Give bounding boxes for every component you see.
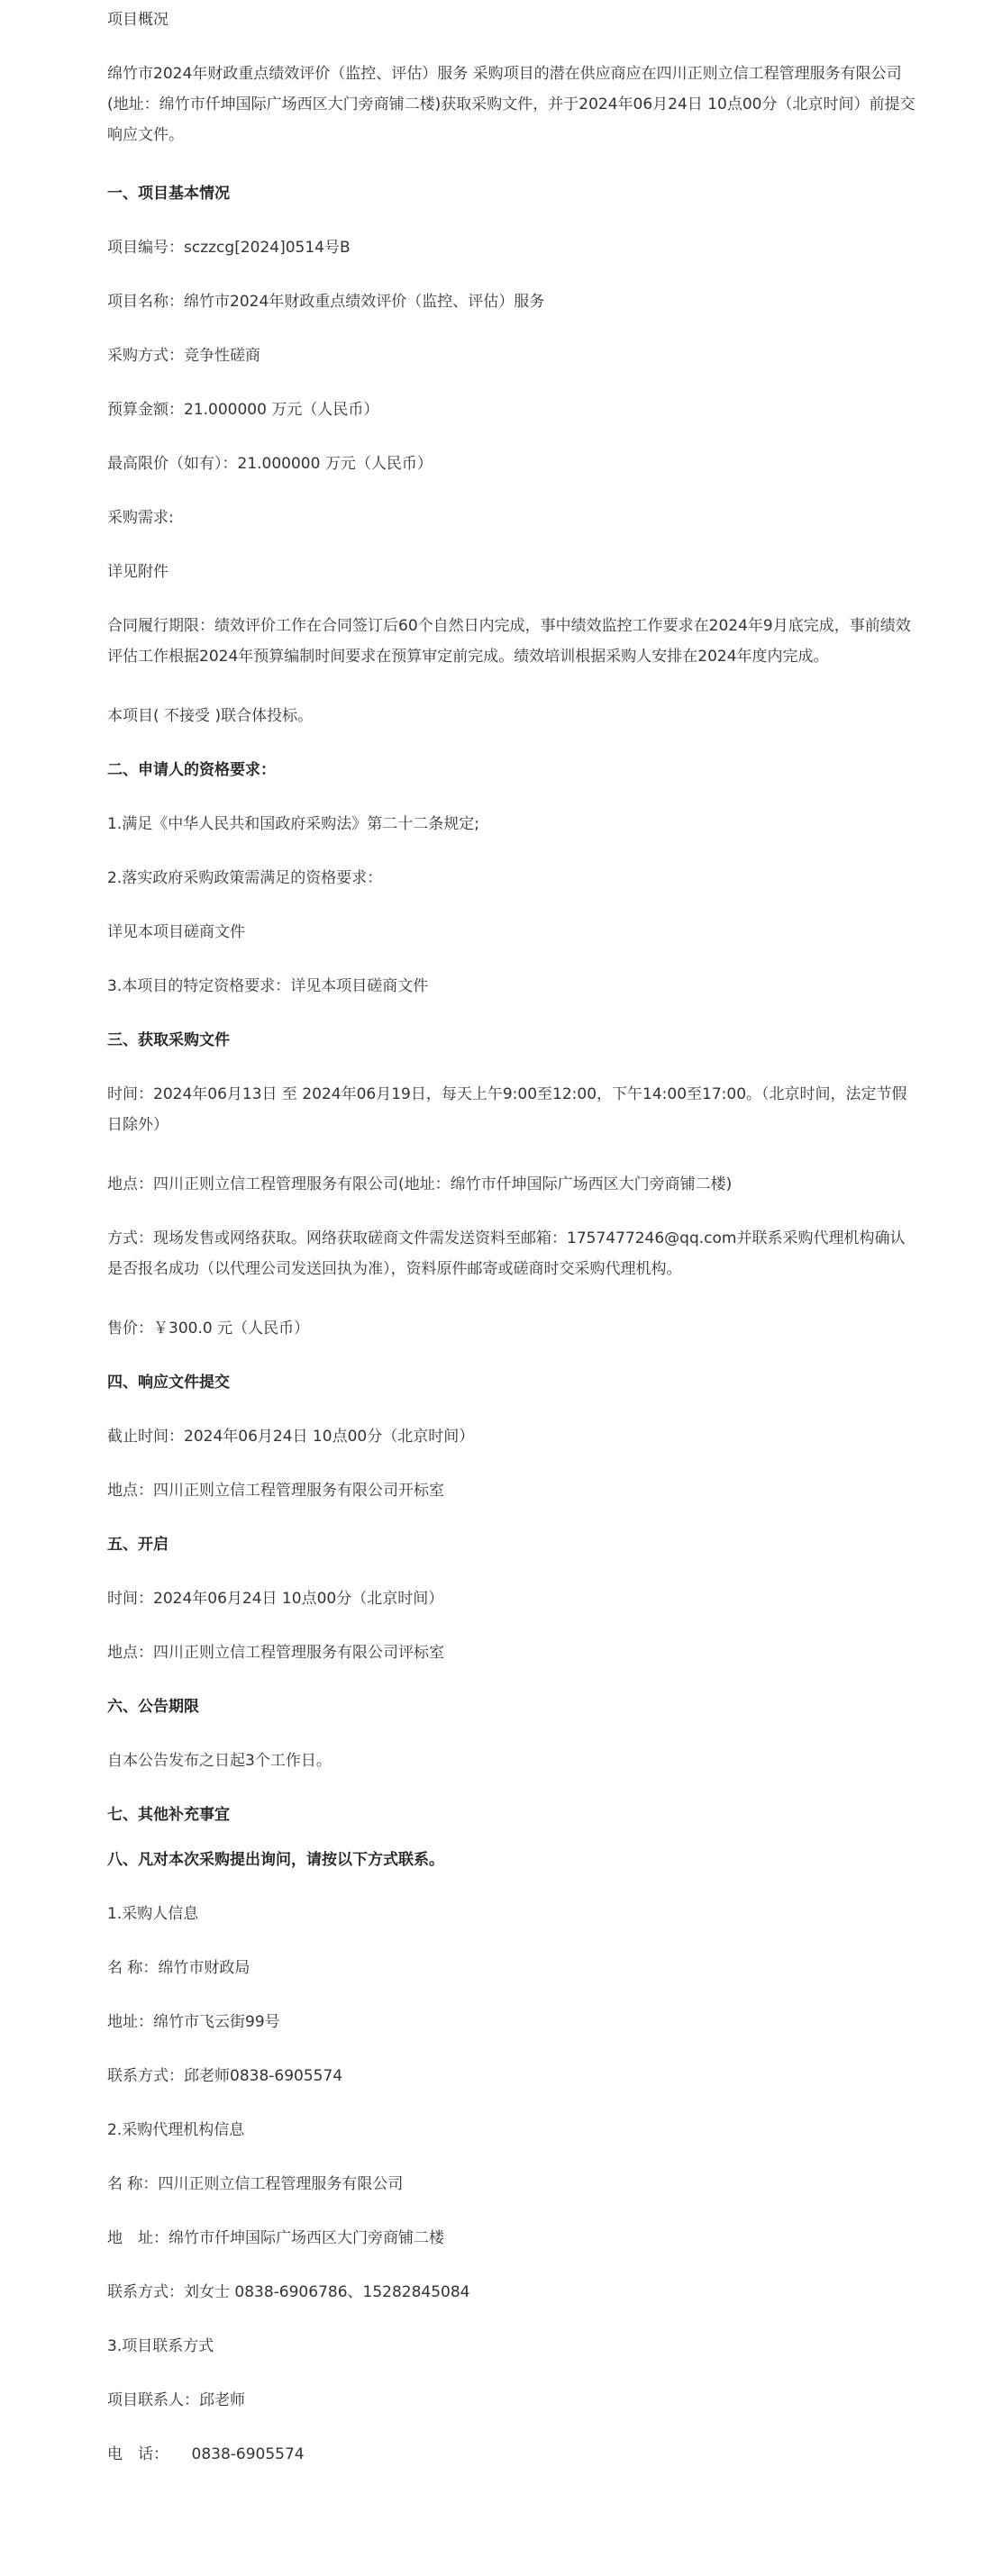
requirement-1: 1.满足《中华人民共和国政府采购法》第二十二条规定; <box>107 815 479 833</box>
requirement-2-detail: 详见本项目磋商文件 <box>107 923 245 941</box>
requirement-3: 3.本项目的特定资格要求：详见本项目磋商文件 <box>107 977 429 995</box>
max-price: 最高限价（如有）：21.000000 万元（人民币） <box>107 455 433 473</box>
purchaser-label: 1.采购人信息 <box>107 1905 199 1923</box>
section-3-heading: 三、获取采购文件 <box>107 1031 230 1049</box>
agency-label: 2.采购代理机构信息 <box>107 2121 245 2139</box>
agency-address: 地 址：绵竹市仟坤国际广场西区大门旁商铺二楼 <box>107 2229 444 2247</box>
contract-period: 合同履行期限：绩效评价工作在合同签订后60个自然日内完成，事中绩效监控工作要求在2024年9月底完成，事前绩效评估工作根据2024年预算编制时间要求在预算审定前完成。绩效培训根据采购人安排在2024年度内完成。 <box>107 617 911 666</box>
acquire-method: 方式：现场发售或网络获取。网络获取磋商文件需发送资料至邮箱：1757477246@qq.com并联系采购代理机构确认是否报名成功（以代理公司发送回执为准），资料原件邮寄或磋商时交采购代理机构。 <box>107 1229 906 1278</box>
opening-place: 地点：四川正则立信工程管理服务有限公司评标室 <box>107 1644 444 1662</box>
project-contact-phone: 电 话： 0838-6905574 <box>107 2445 305 2463</box>
purchaser-name: 名 称：绵竹市财政局 <box>107 1959 250 1977</box>
consortium-note: 本项目( 不接受 )联合体投标。 <box>107 707 314 725</box>
demand-value: 详见附件 <box>107 563 169 581</box>
submission-place: 地点：四川正则立信工程管理服务有限公司开标室 <box>107 1482 444 1500</box>
section-1-heading: 一、项目基本情况 <box>107 185 230 203</box>
purchaser-address: 地址：绵竹市飞云街99号 <box>107 2013 280 2031</box>
section-5-heading: 五、开启 <box>107 1536 169 1554</box>
project-contact-person: 项目联系人：邱老师 <box>107 2391 245 2409</box>
project-number: 项目编号：sczzcg[2024]0514号B <box>107 239 351 257</box>
requirement-2: 2.落实政府采购政策需满足的资格要求： <box>107 869 383 887</box>
project-name: 项目名称：绵竹市2024年财政重点绩效评价（监控、评估）服务 <box>107 293 545 311</box>
intro-paragraph: 绵竹市2024年财政重点绩效评价（监控、评估）服务 采购项目的潜在供应商应在四川正则立信工程管理服务有限公司(地址：绵竹市仟坤国际广场西区大门旁商铺二楼)获取采购文件，并于2024年06月24日 10点00分（北京时间）前提交响应文件。 <box>107 65 915 144</box>
section-7-heading: 七、其他补充事宜 <box>107 1806 230 1824</box>
agency-name: 名 称：四川正则立信工程管理服务有限公司 <box>107 2175 404 2193</box>
acquire-place: 地点：四川正则立信工程管理服务有限公司(地址：绵竹市仟坤国际广场西区大门旁商铺二楼) <box>107 1175 733 1193</box>
submission-deadline: 截止时间：2024年06月24日 10点00分（北京时间） <box>107 1428 475 1446</box>
section-2-heading: 二、申请人的资格要求： <box>107 761 276 779</box>
procurement-method: 采购方式：竞争性磋商 <box>107 347 260 365</box>
section-8-heading: 八、凡对本次采购提出询问，请按以下方式联系。 <box>107 1851 444 1869</box>
opening-time: 时间：2024年06月24日 10点00分（北京时间） <box>107 1590 444 1608</box>
purchaser-contact: 联系方式：邱老师0838-6905574 <box>107 2067 343 2085</box>
notice-period: 自本公告发布之日起3个工作日。 <box>107 1752 332 1770</box>
demand-label: 采购需求: <box>107 509 174 527</box>
project-contact-label: 3.项目联系方式 <box>107 2337 214 2355</box>
budget-amount: 预算金额：21.000000 万元（人民币） <box>107 401 379 419</box>
section-6-heading: 六、公告期限 <box>107 1698 199 1716</box>
acquire-time: 时间：2024年06月13日 至 2024年06月19日，每天上午9:00至12:00，下午14:00至17:00。（北京时间，法定节假日除外） <box>107 1085 907 1134</box>
overview-label: 项目概况 <box>107 11 169 29</box>
agency-contact: 联系方式：刘女士 0838-6906786、15282845084 <box>107 2283 470 2301</box>
document-price: 售价：￥300.0 元（人民币） <box>107 1320 310 1338</box>
section-4-heading: 四、响应文件提交 <box>107 1374 230 1392</box>
